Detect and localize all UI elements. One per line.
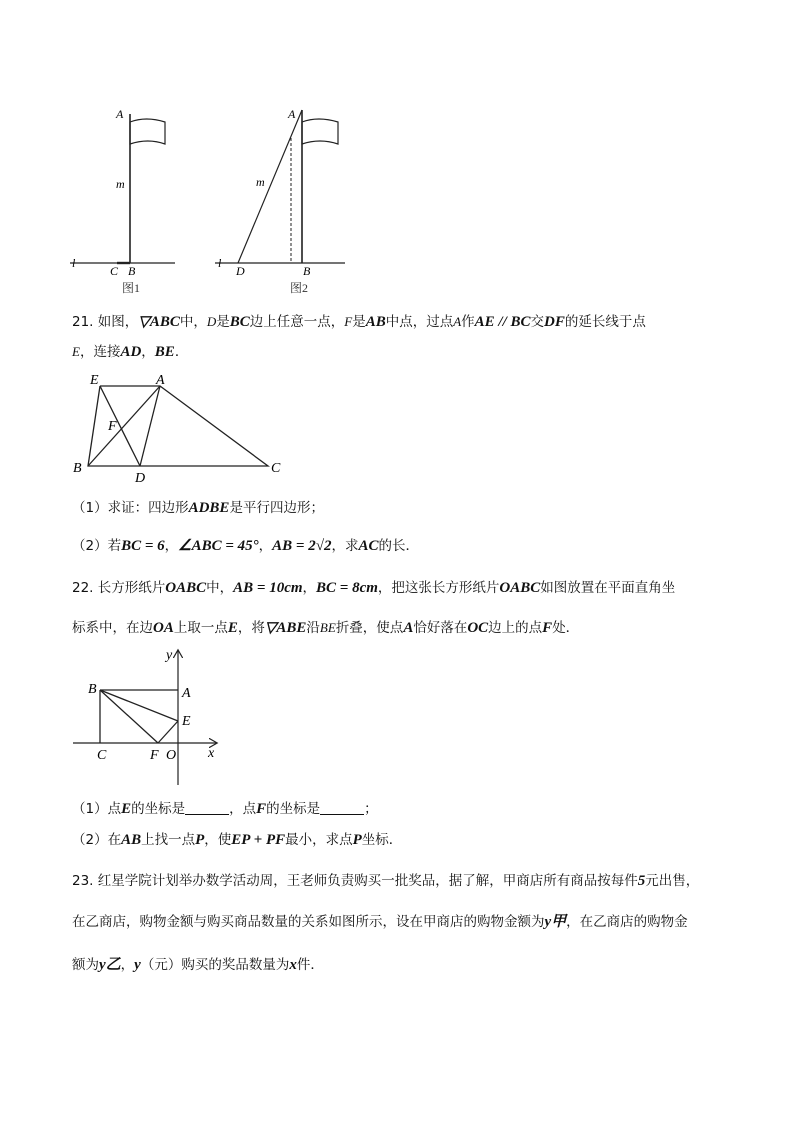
q21-label-A: A [156,373,165,388]
fig1-label-C: C [110,264,119,278]
q22-line1: 22. 长方形纸片OABC中，AB = 10cm，BC = 8cm，把这张长方形纸片OABC如图放置在平面直角坐 [72,580,676,596]
q21-part1: （1）求证：四边形ADBE是平行四边形； [72,500,324,516]
q22-line2: 标系中，在边OA上取一点E，将▽ABE沿BE折叠，使点A恰好落在OC边上的点F处． [72,620,580,636]
fig2-label-B: B [303,264,311,278]
q21-label-B: B [73,461,82,476]
fig1-label-m: m [116,177,125,191]
fig2-label-l: l [218,256,222,270]
fig2-label-m: m [256,175,265,189]
answer-blank-E[interactable] [185,802,229,815]
q22-coordinate-figure [68,645,228,790]
q21-figure [68,372,293,487]
q21-label-C: C [271,461,281,476]
q23-line3: 额为y乙，y（元）购买的奖品数量为x件． [72,957,324,973]
q22-label-E: E [182,714,191,729]
q21-line1: 21. 如图，▽ABC中，D是BC边上任意一点，F是AB中点，过点A作AE // BC交DF的延长线于点 [72,314,646,330]
q22-label-x: x [208,746,215,761]
fig2-label-A: A [288,107,296,121]
q22-part2: （2）在AB上找一点P，使EP + PF最小，求点P坐标． [72,832,403,848]
q22-label-F: F [150,748,159,763]
fig2-caption: 图2 [290,281,309,295]
q22-label-A: A [182,686,191,701]
figure-2 [215,107,345,295]
q21-label-F: F [108,419,117,434]
q21-label-E: E [90,373,99,388]
q22-label-B: B [88,682,97,697]
fig1-label-B: B [128,264,136,278]
figure-1 [70,107,175,295]
flagpole-figures [60,100,360,300]
q23-line1: 23. 红星学院计划举办数学活动周，王老师负责购买一批奖品，据了解，甲商店所有商品按每件5元出售， [72,873,700,889]
fig1-label-A: A [116,107,124,121]
q22-label-C: C [97,748,107,763]
q21-part2: （2）若BC = 6，∠ABC = 45°，AB = 2√2，求AC的长． [72,538,419,554]
q22-label-y: y [166,648,173,663]
answer-blank-F[interactable] [320,802,364,815]
fig1-caption: 图1 [122,281,141,295]
q23-line2: 在乙商店，购物金额与购买商品数量的关系如图所示，设在甲商店的购物金额为y甲，在乙商店的购物金 [72,914,688,930]
fig1-label-l: l [72,256,76,270]
fig2-label-D: D [236,264,245,278]
q22-label-O: O [166,748,177,763]
q21-line2: E，连接AD，BE． [72,344,189,360]
q21-label-D: D [135,471,146,486]
q22-part1: （1）点E的坐标是 ，点F的坐标是 ； [72,801,378,817]
